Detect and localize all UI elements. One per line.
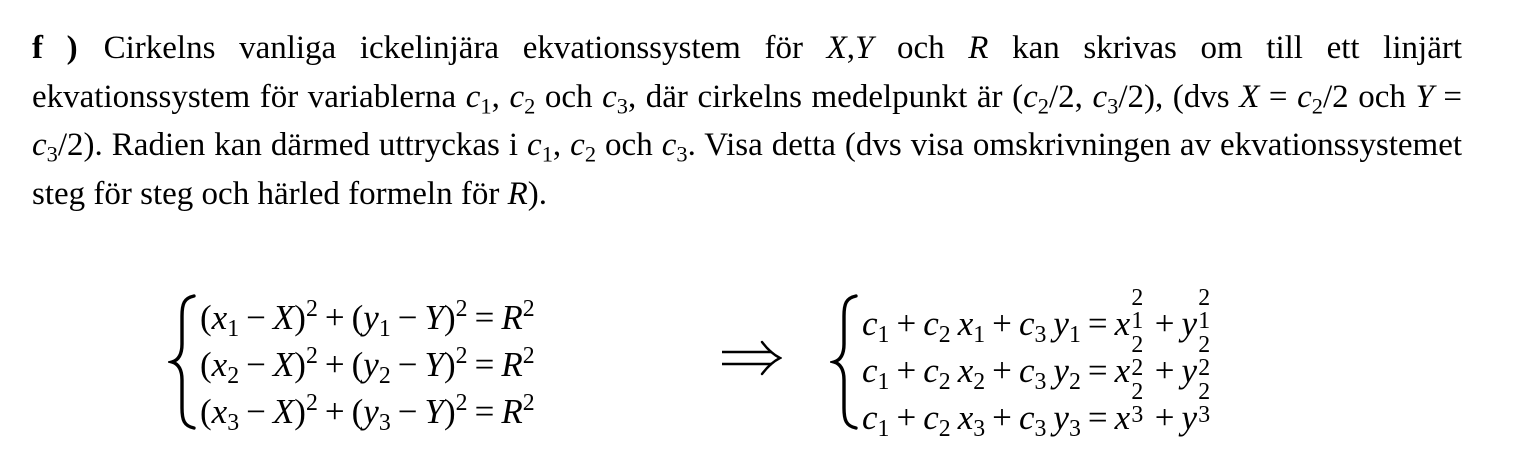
var-x: x [1114,304,1131,343]
var-Y: Y [424,392,444,431]
left-equation-row [200,342,535,390]
subscript: 2 [938,416,951,443]
paren: ) [294,392,306,431]
problem-label: f ) [32,30,78,66]
exponent: 2 [305,342,318,369]
var-y: y [363,298,379,337]
operator-plus: + [1154,398,1175,437]
exponent: 2 [1131,331,1144,358]
text-run: och [535,78,603,115]
subscript: 3 [378,410,391,437]
text-run: , [846,30,856,66]
var-x: x [957,351,974,390]
exponent: 2 [455,342,468,369]
var-c: c [1297,78,1312,115]
var-c: c [570,127,585,163]
text-run: , [491,78,510,115]
subscript: 2 [1198,354,1211,381]
text-run: = [1259,78,1298,115]
operator-plus: + [324,392,345,431]
paren: ( [200,345,212,384]
operator-equals: = [1087,351,1108,390]
text-run: , [552,127,571,163]
var-c: c [1018,398,1035,437]
exponent: 2 [1198,284,1211,311]
subscript: 1 [877,416,890,443]
var-c: c [661,127,677,163]
right-brace-icon [830,292,862,432]
var-X: X [272,392,295,431]
supsub [1197,284,1215,335]
var-x: x [957,398,974,437]
var-Y: Y [1415,78,1434,115]
var-c: c [1018,304,1035,343]
var-x: x [211,392,228,431]
var-y: y [1053,351,1069,390]
subscript: 3 [973,416,986,443]
supsub [1197,331,1215,382]
paren: ( [200,392,212,431]
subscript: 3 [227,410,240,437]
var-y: y [363,392,379,431]
var-c: c [527,127,542,163]
subscript: 1 [1068,322,1081,349]
exponent: 2 [522,342,535,369]
right-equation-row [862,378,1215,443]
subscript: 3 [1198,401,1211,428]
paren: ) [443,345,456,384]
var-R: R [507,175,528,212]
paren: ) [294,345,306,384]
text-run: /2). Radien kan därmed uttryckas i [57,127,528,163]
var-y: y [1181,398,1198,437]
var-x: x [211,298,228,337]
var-c: c [862,304,878,343]
var-y: y [363,345,379,384]
subscript: 1 [1131,307,1144,334]
var-Y: Y [424,345,444,384]
subscript: 2 [378,363,391,390]
exponent: 2 [1131,284,1144,311]
var-y: y [1053,398,1069,437]
subscript: 2 [938,369,951,396]
exponent: 2 [522,295,535,322]
var-c: c [923,351,939,390]
var-c: c [32,127,47,163]
left-equation-row [200,295,535,343]
var-x: x [211,345,228,384]
var-c: c [862,398,878,437]
operator-minus: − [246,345,266,384]
exponent: 2 [455,389,468,416]
var-c: c [465,78,481,115]
operator-equals: = [474,392,495,431]
operator-minus: − [246,392,266,431]
paren: ) [443,392,456,431]
paren: ( [200,298,212,337]
operator-equals: = [1087,304,1108,343]
subscript: 2 [227,363,240,390]
var-y: y [1181,351,1198,390]
subscript: 2 [1311,92,1323,118]
exponent: 2 [522,389,535,416]
exponent: 2 [305,389,318,416]
operator-minus: − [246,298,266,337]
supsub [1130,331,1148,382]
exponent: 2 [305,295,318,322]
subscript: 3 [1068,416,1081,443]
subscript: 1 [877,369,890,396]
operator-minus: − [397,345,418,384]
implies-arrow-icon [720,338,782,378]
var-x: x [1114,398,1131,437]
text-run: = [1433,78,1462,115]
right-equation-row [862,284,1215,349]
operator-equals: = [474,345,495,384]
text-run: /2 och [1322,78,1416,115]
subscript: 1 [1198,307,1211,334]
subscript: 1 [541,141,553,167]
text-run: , där cirkelns medelpunkt är ( [627,78,1024,115]
var-x: x [957,304,974,343]
exponent: 2 [455,295,468,322]
var-X: X [272,298,295,337]
paren: ( [351,345,364,384]
text-run: . Visa detta (dvs visa omskrivningen av ekvationssystemet steg för steg och härled formeln för [32,127,1463,212]
var-c: c [1018,351,1035,390]
var-c: c [1092,78,1108,115]
left-equation-row [200,389,535,437]
subscript: 3 [1034,369,1047,396]
operator-plus: + [896,398,917,437]
supsub [1130,284,1148,335]
subscript: 3 [1107,92,1119,118]
subscript: 2 [973,369,986,396]
subscript: 1 [877,322,890,349]
exponent: 2 [1131,378,1144,405]
operator-plus: + [1154,351,1175,390]
var-c: c [509,78,525,115]
problem-paragraph [32,24,1462,218]
subscript: 1 [973,322,986,349]
var-R: R [501,298,523,337]
subscript: 2 [938,322,951,349]
subscript: 1 [480,92,492,118]
operator-plus: + [896,304,917,343]
var-X: X [1239,78,1260,115]
var-c: c [1023,78,1038,115]
subscript: 2 [1037,92,1049,118]
operator-plus: + [896,351,917,390]
paren: ( [351,298,364,337]
operator-plus: + [992,304,1012,343]
supsub [1130,378,1148,429]
operator-minus: − [397,298,418,337]
subscript: 1 [378,316,391,343]
text-run: och [873,30,969,66]
var-c: c [923,398,939,437]
subscript: 2 [1131,354,1144,381]
paren: ( [351,392,364,431]
var-c: c [862,351,878,390]
subscript: 3 [1034,322,1047,349]
right-equation-row [862,331,1215,396]
text-run: och [596,127,662,163]
subscript: 3 [1034,416,1047,443]
operator-minus: − [397,392,418,431]
left-brace-icon [168,292,200,432]
var-Y: Y [424,298,444,337]
subscript: 3 [46,141,58,167]
left-equation-system [168,292,688,437]
var-R: R [968,30,989,66]
subscript: 1 [227,316,240,343]
text-run: /2, [1048,78,1093,115]
exponent: 2 [1198,378,1211,405]
var-Y: Y [855,30,874,66]
paren: ) [443,298,456,337]
subscript: 2 [1068,369,1081,396]
operator-plus: + [324,298,345,337]
var-X: X [272,345,295,384]
operator-equals: = [1087,398,1108,437]
operator-plus: + [992,351,1012,390]
supsub [1197,378,1215,429]
subscript: 3 [1131,401,1144,428]
text-run: /2), (dvs [1118,78,1240,115]
text-run: kan skrivas om till ett linjärt ekvationssystem för variablerna [32,30,1462,115]
var-y: y [1181,304,1198,343]
paren: ) [294,298,306,337]
operator-plus: + [992,398,1012,437]
var-c: c [602,78,617,115]
subscript: 3 [616,92,628,118]
var-R: R [501,392,523,431]
subscript: 2 [524,92,536,118]
var-X: X [826,30,847,66]
subscript: 2 [584,141,597,167]
operator-plus: + [324,345,345,384]
operator-equals: = [474,298,495,337]
exponent: 2 [1198,331,1211,358]
var-c: c [923,304,939,343]
var-y: y [1053,304,1069,343]
subscript: 3 [676,141,688,167]
operator-plus: + [1154,304,1175,343]
var-R: R [501,345,523,384]
var-x: x [1114,351,1131,390]
text-run: Cirkelns vanliga ickelinjära ekvationssystem för [103,30,827,66]
text-run: ). [527,175,548,212]
right-equation-system [830,284,1350,443]
